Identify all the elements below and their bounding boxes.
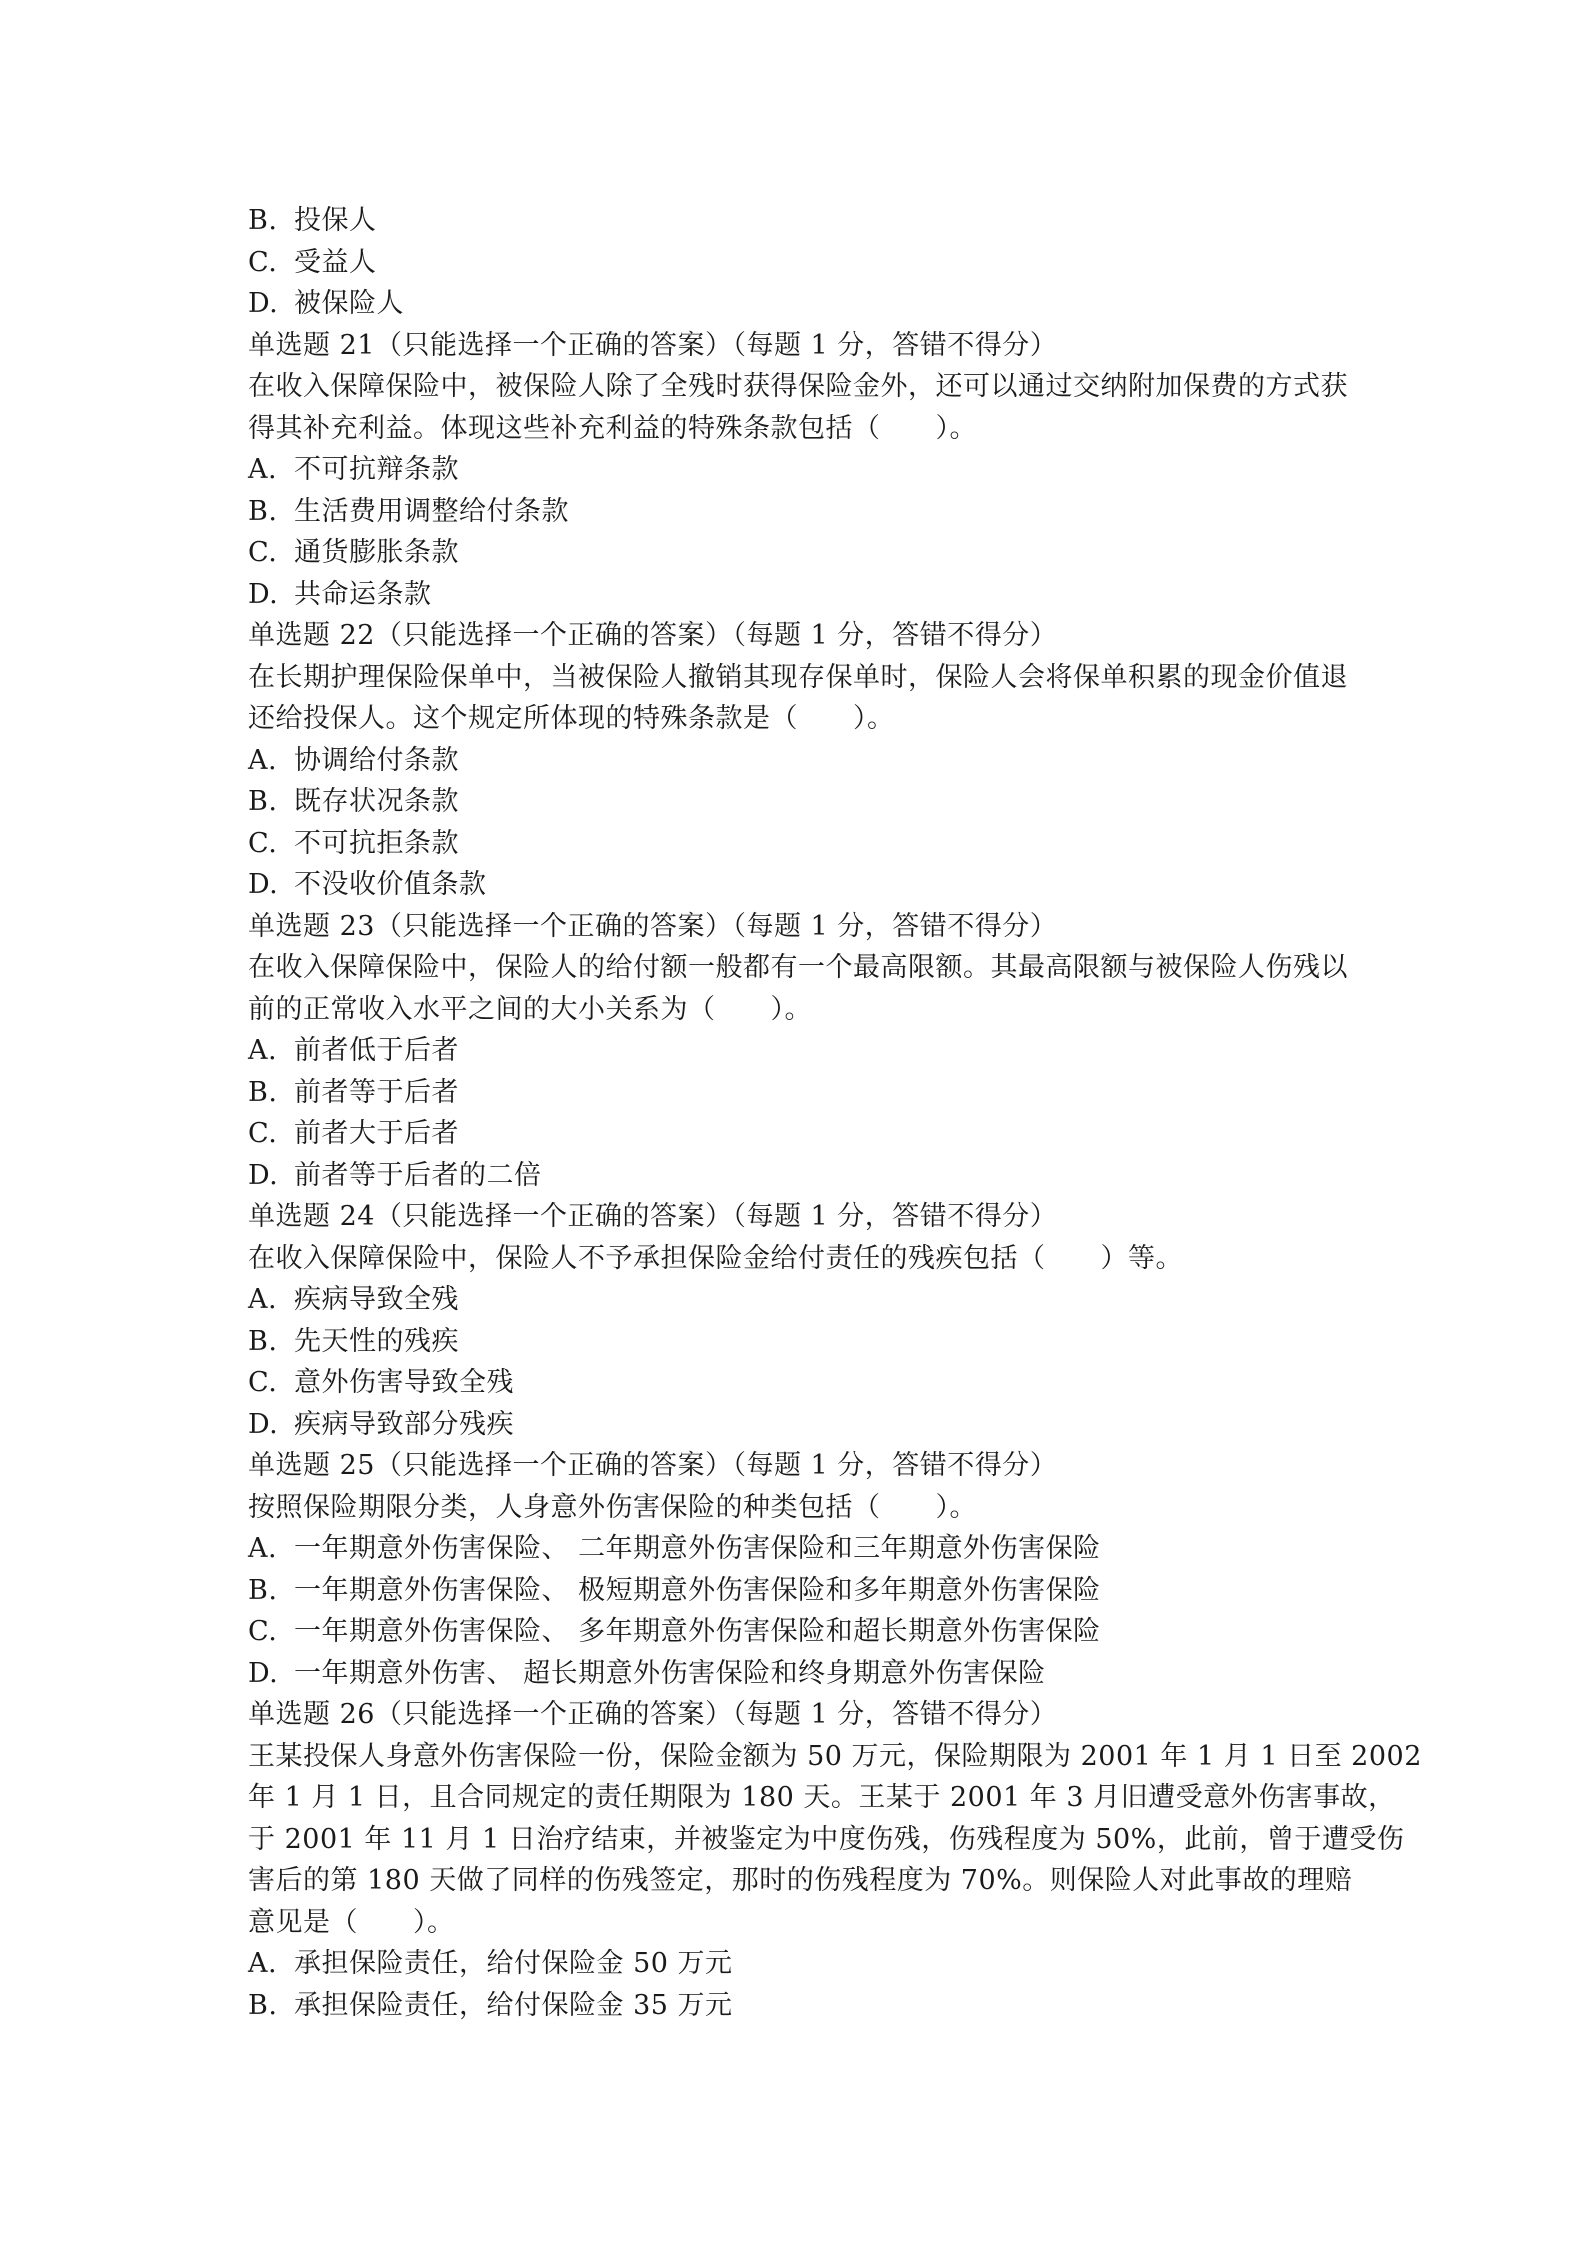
question-stem: 在长期护理保险保单中，当被保险人撤销其现存保单时，保险人会将保单积累的现金价值退 还给投保人。这个规定所体现的特殊条款是（ ）。: [248, 661, 1348, 734]
option-line: D. 共命运条款: [248, 578, 432, 610]
question-stem: 在收入保障保险中，保险人不予承担保险金给付责任的残疾包括（ ）等。: [248, 1242, 1183, 1274]
option-text: 被保险人: [294, 288, 404, 319]
question-26: [248, 1694, 1422, 2026]
lead-options: [248, 200, 1368, 325]
option-line: A. 疾病导致全残: [248, 1284, 459, 1315]
option-line: A. 承担保险责任，给付保险金 50 万元: [248, 1948, 733, 1979]
option-line: D. 一年期意外伤害、 超长期意外伤害保险和终身期意外伤害保险: [248, 1657, 1046, 1689]
question-header: 单选题 25（只能选择一个正确的答案）（每题 1 分，答错不得分）: [248, 1450, 1058, 1481]
question-stem: 在收入保障保险中，被保险人除了全残时获得保险金外，还可以通过交纳附加保费的方式获 得其补充利益。体现这些补充利益的特殊条款包括（ ）。: [248, 371, 1348, 444]
option-line: [248, 242, 1368, 284]
option-line: C. 前者大于后者: [248, 1118, 459, 1149]
question-25: [248, 1445, 1368, 1694]
option-line: [248, 283, 1368, 325]
option-line: B. 承担保险责任，给付保险金 35 万元: [248, 1989, 733, 2021]
option-line: B. 既存状况条款: [248, 786, 459, 817]
question-23: [248, 906, 1368, 1197]
question-stem: 在收入保障保险中，保险人的给付额一般都有一个最高限额。其最高限额与被保险人伤残以 前的正常收入水平之间的大小关系为（ ）。: [248, 952, 1348, 1025]
option-letter: D.: [248, 288, 279, 319]
option-line: A. 不可抗辩条款: [248, 454, 459, 485]
question-header: 单选题 21（只能选择一个正确的答案）（每题 1 分，答错不得分）: [248, 329, 1058, 361]
option-line: C. 一年期意外伤害保险、 多年期意外伤害保险和超长期意外伤害保险: [248, 1616, 1101, 1647]
question-24: [248, 1196, 1368, 1445]
document-page: [248, 200, 1422, 2026]
question-stem: 按照保险期限分类，人身意外伤害保险的种类包括（ ）。: [248, 1491, 977, 1523]
option-line: A. 前者低于后者: [248, 1035, 459, 1066]
option-line: C. 不可抗拒条款: [248, 827, 459, 859]
option-line: B. 先天性的残疾: [248, 1325, 459, 1357]
option-line: C. 通货膨胀条款: [248, 537, 459, 568]
option-line: C. 意外伤害导致全残: [248, 1367, 514, 1398]
question-header: 单选题 24（只能选择一个正确的答案）（每题 1 分，答错不得分）: [248, 1201, 1058, 1232]
question-stem: 王某投保人身意外伤害保险一份，保险金额为 50 万元，保险期限为 2001 年 1 月 1 日至 2002 年 1 月 1 日，且合同规定的责任期限为 180 天。王某于 2001 年 3 月旧遭受意外伤害事故， 于 2001 年 11 月 1 日治疗结束，并被鉴定为中度伤残，伤残程度为 50%，此前，曾于遭受伤 害后的第 180 天做了同样的伤残签定，那时的伤残程度为 70%。则保险人对此事故的理赔 意见是（ ）。: [248, 1740, 1422, 1938]
option-line: [248, 200, 1368, 242]
option-line: D. 不没收价值条款: [248, 869, 487, 900]
option-letter: B.: [248, 205, 278, 236]
option-line: B. 前者等于后者: [248, 1076, 459, 1108]
option-line: B. 生活费用调整给付条款: [248, 495, 569, 527]
question-header: 单选题 23（只能选择一个正确的答案）（每题 1 分，答错不得分）: [248, 910, 1058, 942]
option-text: 投保人: [294, 205, 377, 236]
option-line: A. 一年期意外伤害保险、 二年期意外伤害保险和三年期意外伤害保险: [248, 1533, 1101, 1564]
question-header: 单选题 22（只能选择一个正确的答案）（每题 1 分，答错不得分）: [248, 620, 1058, 651]
question-header: 单选题 26（只能选择一个正确的答案）（每题 1 分，答错不得分）: [248, 1699, 1058, 1730]
option-line: D. 疾病导致部分残疾: [248, 1408, 514, 1440]
option-letter: C.: [248, 246, 278, 278]
question-22: [248, 615, 1368, 906]
question-21: [248, 325, 1368, 616]
option-line: A. 协调给付条款: [248, 744, 459, 776]
option-line: B. 一年期意外伤害保险、 极短期意外伤害保险和多年期意外伤害保险: [248, 1574, 1101, 1606]
option-line: D. 前者等于后者的二倍: [248, 1159, 542, 1191]
option-text: 受益人: [294, 246, 377, 278]
